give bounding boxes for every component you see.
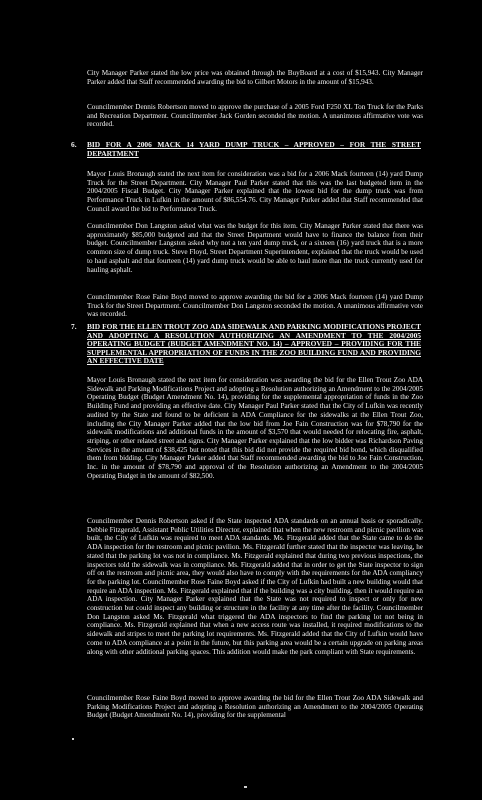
heading-item-6-number: 6. xyxy=(71,140,77,149)
paragraph-langston-budget-question: Councilmember Don Langston asked what was the budget for this item. City Manager Parker stated that there was approximately $85,000 budgeted and that the Street Department would have to finance the balance from their budget. Councilmember Langston asked why not a ten yard dump truck, or a sixteen (16) yard truck that is a more common size of dump truck. Steve Floyd, Street Department Superintendent, explained that the truck would be used to haul asphalt and that fourteen (14) yard dump truck would be able to haul more than the truck currently used for hauling asphalt. xyxy=(87,222,423,274)
paragraph-dump-truck-price-summary: City Manager Parker stated the low price was obtained through the BuyBoard at a cost of $15,943. City Manager Parker added that Staff recommended awarding the bid to Gilbert Motors in the amount of $15,943. xyxy=(87,69,423,86)
paragraph-mack-truck-bid: Mayor Louis Bronaugh stated the next item for consideration was a bid for a 2006 Mack fourteen (14) yard Dump Truck for the Street Department. City Manager Paul Parker stated that this was the last budgeted item in the 2004/2005 Fiscal Budget. City Manager Parker explained that the lowest bid for the dump truck was from Performance Truck in Lufkin in the amount of $86,554.76. City Manager Parker added that Staff recommended that Council award the bid to Performance Truck. xyxy=(87,170,423,213)
heading-item-6-title: BID FOR A 2006 MACK 14 YARD DUMP TRUCK – APPROVED – FOR THE STREET DEPARTMENT xyxy=(87,140,421,158)
scan-speck xyxy=(72,738,74,740)
scan-speck xyxy=(244,786,247,788)
paragraph-f250-truck-motion: Councilmember Dennis Robertson moved to approve the purchase of a 2005 Ford F250 XL Ton Truck for the Parks and Recreation Department. Councilmember Jack Gorden seconded the motion. A unanimous affirmative vote was recorded. xyxy=(87,103,423,129)
heading-item-7 xyxy=(71,323,421,366)
heading-item-7-title: BID FOR THE ELLEN TROUT ZOO ADA SIDEWALK AND PARKING MODIFICATIONS PROJECT AND ADOPTING A RESOLUTION AUTHORIZING AN AMENDMENT TO THE 2004/2005 OPERATING BUDGET (BUDGET AMENDMENT NO. 14) – APPROVED – PROVIDING FOR THE SUPPLEMENTAL APPROPRIATION OF FUNDS IN THE ZOO BUILDING FUND AND PROVIDING AN EFFECTIVE DATE xyxy=(87,322,421,366)
heading-item-7-number: 7. xyxy=(71,322,77,331)
paragraph-mack-truck-motion: Councilmember Rose Faine Boyd moved to approve awarding the bid for a 2006 Mack fourteen (14) yard Dump Truck for the Street Department. Councilmember Don Langston seconded the motion. A unanimous affirmative vote was recorded. xyxy=(87,293,423,319)
paragraph-ada-inspection-discussion: Councilmember Dennis Robertson asked if the State inspected ADA standards on an annual basis or sporadically. Debbie Fitzgerald, Assistant Public Utilities Director, explained that when the new restroom and picnic pavilion was built, the City of Lufkin was required to meet ADA standards. Ms. Fitzgerald added that the State came to do the ADA inspection for the restroom and picnic pavilion. Ms. Fitzgerald further stated that the inspector was leaving, he stated that the parking lot was not in compliance. Ms. Fitzgerald explained that during two previous inspections, the inspectors told the sidewalk was in compliance. Ms. Fitzgerald added that in order to get the State inspector to sign off on the restroom and picnic area, they would also have to comply with the requirements for the ADA compliancy for the parking lot. Councilmember Rose Faine Boyd asked if the City of Lufkin had built a new building would that require an ADA inspection. Ms. Fitzgerald explained that if the building was a city building, then it would require an ADA inspection. City Manager Parker explained that the State was not required to inspect or only for new construction but could inspect any building or structure in the facility at any time after the facility. Councilmember Don Langston asked Ms. Fitzgerald what triggered the ADA inspectors to find the parking lot not being in compliance. Ms. Fitzgerald explained that when a new access route was installed, it required modifications to the sidewalk and stripes to meet the parking lot requirements. Ms. Fitzgerald added that the City of Lufkin would have come to ADA compliance at a point in the future, but this parking area would be a certain upgrade on parking areas along with other additional parking spaces. This addition would make the park compliant with State requirements. xyxy=(87,517,423,656)
paragraph-zoo-ada-motion: Councilmember Rose Faine Boyd moved to approve awarding the bid for the Ellen Trout Zoo ADA Sidewalk and Parking Modifications Project and adopting a Resolution authorizing an Amendment to the 2004/2005 Operating Budget (Budget Amendment No. 14), providing for the supplemental xyxy=(87,694,423,720)
heading-item-6 xyxy=(71,141,421,158)
paragraph-zoo-ada-bid: Mayor Louis Bronaugh stated the next item for consideration was awarding the bid for the Ellen Trout Zoo ADA Sidewalk and Parking Modifications Project and adopting a Resolution authorizing an Amendment to the 2004/2005 Operating Budget (Budget Amendment No. 14), providing for the supplemental appropriation of funds in the Zoo Building Fund and providing an effective date. City Manager Paul Parker stated that the City of Lufkin was recently audited by the State and found to be deficient in ADA Compliance for the sidewalks at the Ellen Trout Zoo, including the City Manager Parker added that the low bid from Joe Fain Construction was for $78,790 for the sidewalk modifications and additional funds in the amount of $3,570 that would needed for relocating fire, asphalt, striping, or other related street and signs. City Manager Parker explained that the low bidder was Richardson Paving Services in the amount of $38,425 but noted that this bid did not provide the required bid bond, which disqualified them from bidding. City Manager Parker added that Staff recommended awarding the bid to Joe Fain Construction, Inc. in the amount of $78,790 and approval of the Resolution authorizing an Amendment to the 2004/2005 Operating Budget in the amount of $82,500. xyxy=(87,376,423,480)
